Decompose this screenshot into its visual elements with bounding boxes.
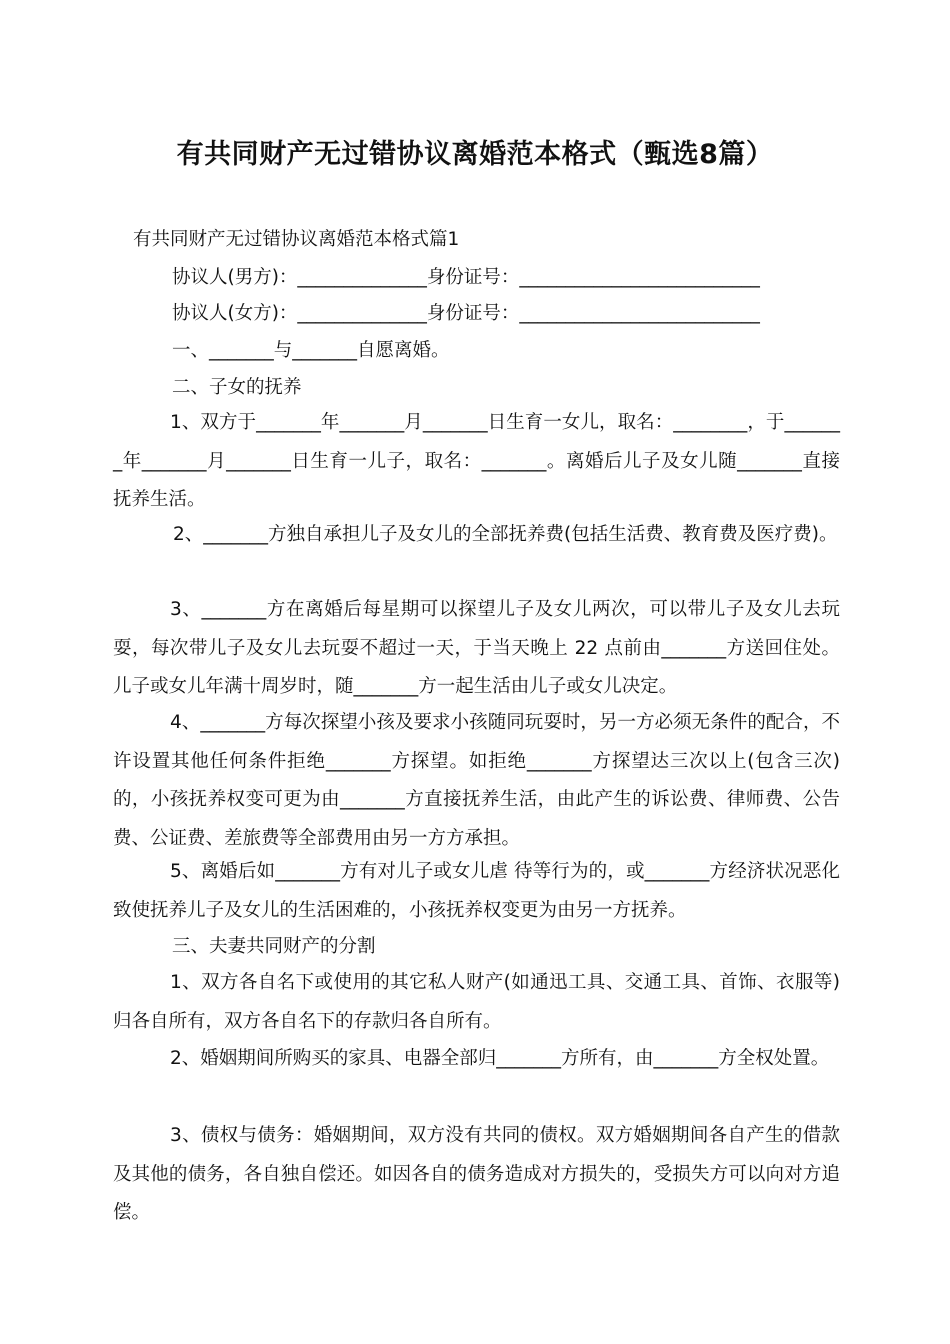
section-3-heading: 三、夫妻共同财产的分割 <box>172 936 376 957</box>
section-2-item-1: 1、双方于_______年_______月_______日生育一女儿，取名：________，于_______年_______月_______日生育一儿子，取名：_______。离婚后儿子及女儿随_______直接抚养生活。 <box>113 412 840 510</box>
section-2-item-2: 2、_______方独自承担儿子及女儿的全部抚养费(包括生活费、教育费及医疗费)。 <box>173 524 838 545</box>
clause-1: 一、_______与_______自愿离婚。 <box>172 340 450 361</box>
party-female-line: 协议人(女方)：______________身份证号：__________________________ <box>172 303 760 324</box>
party-male-line: 协议人(男方)：______________身份证号：__________________________ <box>172 267 760 288</box>
document-title: 有共同财产无过错协议离婚范本格式（甄选8篇） <box>176 139 774 170</box>
document-subtitle: 有共同财产无过错协议离婚范本格式篇1 <box>133 229 460 250</box>
section-2-item-4: 4、_______方每次探望小孩及要求小孩随同玩耍时，另一方必须无条件的配合，不许设置其他任何条件拒绝_______方探望。如拒绝_______方探望达三次以上(包含三次)的，小孩抚养权变可更为由_______方直接抚养生活，由此产生的诉讼费、律师费、公告费、公证费、差旅费等全部费用由另一方方承担。 <box>113 712 840 849</box>
section-2-heading: 二、子女的抚养 <box>172 377 302 398</box>
section-3-item-3: 3、债权与债务：婚姻期间，双方没有共同的债权。双方婚姻期间各自产生的借款及其他的债务，各自独自偿还。如因各自的债务造成对方损失的，受损失方可以向对方追偿。 <box>113 1125 840 1223</box>
section-3-item-2: 2、婚姻期间所购买的家具、电器全部归_______方所有，由_______方全权处置。 <box>170 1048 830 1069</box>
section-2-item-3: 3、_______方在离婚后每星期可以探望儿子及女儿两次，可以带儿子及女儿去玩耍，每次带儿子及女儿去玩耍不超过一天，于当天晚上 22 点前由_______方送回住处。儿子或女儿年满十周岁时，随_______方一起生活由儿子或女儿决定。 <box>113 599 840 697</box>
section-3-item-1: 1、双方各自名下或使用的其它私人财产(如通迅工具、交通工具、首饰、衣服等)归各自所有，双方各自名下的存款归各自所有。 <box>113 972 840 1032</box>
section-2-item-5: 5、离婚后如_______方有对儿子或女儿虐 待等行为的，或_______方经济状况恶化致使抚养儿子及女儿的生活困难的，小孩抚养权变更为由另一方抚养。 <box>113 861 840 921</box>
